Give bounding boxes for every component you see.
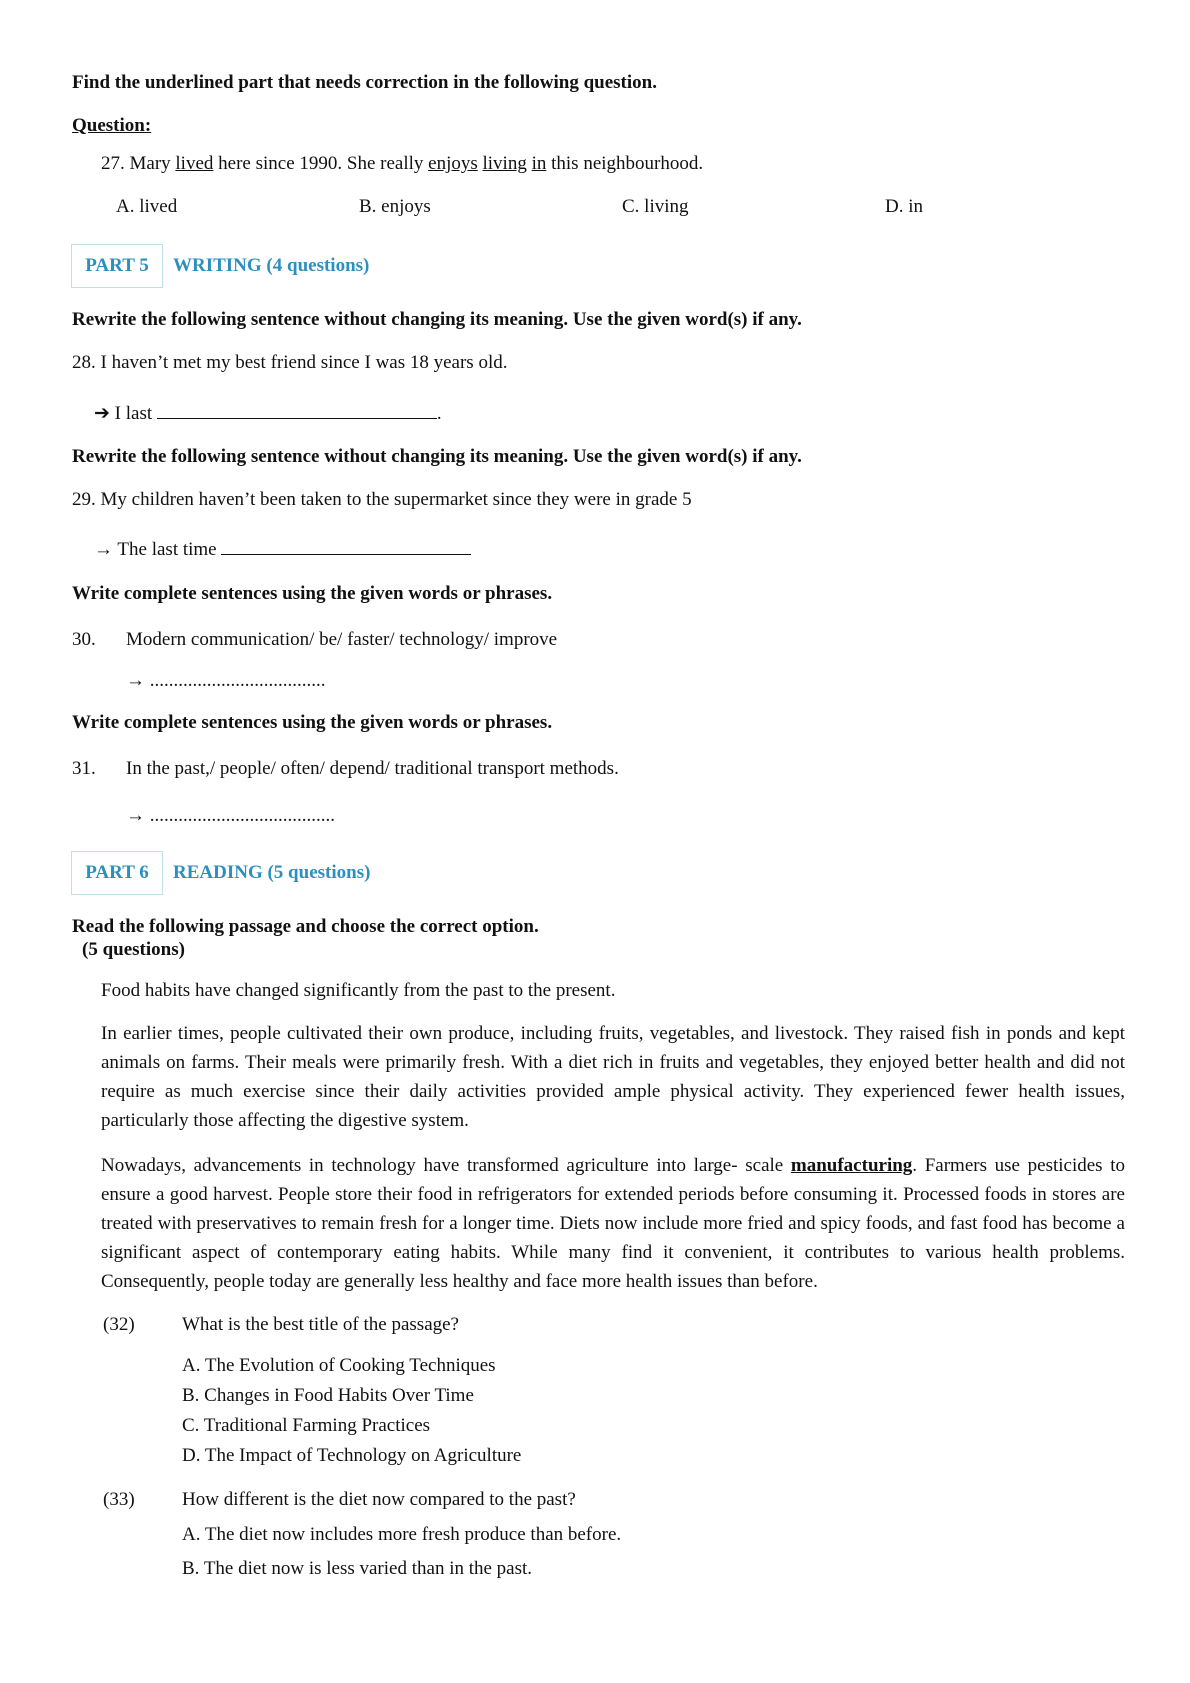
q27-sentence bbox=[101, 153, 703, 175]
q33-option-b[interactable]: B. The diet now is less varied than in the past. bbox=[182, 1558, 533, 1579]
q28-period: . bbox=[436, 403, 442, 424]
q28-prompt: I last bbox=[114, 403, 157, 424]
q32-option-d[interactable]: D. The Impact of Technology on Agriculture bbox=[182, 1445, 522, 1466]
q32-option-c[interactable]: C. Traditional Farming Practices bbox=[182, 1415, 431, 1436]
q30-words: Modern communication/ be/ faster/ technology/ improve bbox=[126, 629, 558, 650]
q27-option-a[interactable]: A. lived bbox=[116, 196, 178, 217]
q30-answer-dots[interactable]: → ..................................... bbox=[126, 670, 326, 691]
q30-number: 30. bbox=[72, 629, 96, 650]
q27-underlined-b: enjoys bbox=[428, 153, 478, 174]
passage-paragraph-1: Food habits have changed significantly from the past to the present. bbox=[101, 980, 616, 1001]
q33-question: How different is the diet now compared to the past? bbox=[182, 1489, 576, 1510]
q32-question: What is the best title of the passage? bbox=[182, 1314, 459, 1335]
part5-title: WRITING (4 questions) bbox=[173, 255, 370, 276]
q33-option-a[interactable]: A. The diet now includes more fresh produce than before. bbox=[182, 1524, 622, 1545]
q27-text-1: here since 1990. She really bbox=[213, 153, 429, 174]
reading-question-count: (5 questions) bbox=[82, 939, 185, 960]
q29-answer-line bbox=[94, 539, 471, 561]
right-arrow-icon: ➔ bbox=[94, 403, 110, 424]
q32-number: (32) bbox=[103, 1314, 135, 1335]
reading-instruction: Read the following passage and choose the correct option. bbox=[72, 916, 539, 937]
passage-p3-start: Nowadays, advancements in technology have transformed agriculture into large- scale bbox=[101, 1155, 791, 1176]
q27-option-d[interactable]: D. in bbox=[885, 196, 923, 217]
q27-underlined-c: living bbox=[482, 153, 527, 174]
part5-label: PART 5 bbox=[71, 244, 163, 288]
q27-option-c[interactable]: C. living bbox=[622, 196, 689, 217]
part6-label: PART 6 bbox=[71, 851, 163, 895]
passage-keyword: manufacturing bbox=[790, 1155, 913, 1176]
q28-sentence: 28. I haven’t met my best friend since I was 18 years old. bbox=[72, 352, 508, 373]
q28-answer-line bbox=[94, 402, 442, 425]
arrow-icon: → bbox=[94, 539, 113, 560]
q27-text-4: this neighbourhood. bbox=[546, 153, 704, 174]
q27-underlined-d: in bbox=[531, 153, 547, 174]
passage-paragraph-2: In earlier times, people cultivated their own produce, including fruits, vegetables, and livestock. They raised fish in ponds and kept animals on farms. Their meals were primarily fresh. With a diet rich in fruits and vegetables, they enjoyed better health and did not require as much exercise since their daily activities provided ample physical activity. They experienced fewer health issues, particularly those affecting the digestive system. bbox=[101, 1023, 1125, 1131]
q31-words: In the past,/ people/ often/ depend/ traditional transport methods. bbox=[126, 758, 619, 779]
q27-option-b[interactable]: B. enjoys bbox=[359, 196, 431, 217]
q33-number: (33) bbox=[103, 1489, 135, 1510]
q32-option-b[interactable]: B. Changes in Food Habits Over Time bbox=[182, 1385, 474, 1406]
q28-instruction: Rewrite the following sentence without changing its meaning. Use the given word(s) if any. bbox=[72, 309, 802, 330]
q28-answer-blank[interactable] bbox=[157, 418, 437, 419]
q27-instruction: Find the underlined part that needs correction in the following question. bbox=[72, 72, 657, 93]
q31-number: 31. bbox=[72, 758, 96, 779]
q29-instruction: Rewrite the following sentence without changing its meaning. Use the given word(s) if any. bbox=[72, 446, 802, 467]
question-label: Question: bbox=[72, 115, 152, 136]
q30-instruction: Write complete sentences using the given words or phrases. bbox=[72, 583, 553, 604]
q32-option-a[interactable]: A. The Evolution of Cooking Techniques bbox=[182, 1355, 496, 1376]
q27-number: 27. Mary bbox=[101, 153, 176, 174]
passage-p3-rest: . Farmers use pesticides to ensure a good harvest. People store their food in refrigerators for extended periods before consuming it. Processed foods in stores are treated with preservatives to remain fresh for a longer time. Diets now include more fried and spicy foods, and fast food has become a significant aspect of contemporary eating habits. While many find it convenient, it contributes to various health problems. Consequently, people today are generally less healthy and face more health issues than before. bbox=[101, 1155, 1126, 1292]
q27-underlined-a: lived bbox=[175, 153, 214, 174]
passage-paragraph-3 bbox=[101, 1151, 1125, 1296]
q29-sentence: 29. My children haven’t been taken to the supermarket since they were in grade 5 bbox=[72, 489, 692, 510]
q31-instruction: Write complete sentences using the given words or phrases. bbox=[72, 712, 553, 733]
q29-prompt: The last time bbox=[117, 539, 222, 560]
part6-title: READING (5 questions) bbox=[173, 862, 371, 883]
q29-answer-blank[interactable] bbox=[221, 554, 471, 555]
q31-answer-dots[interactable]: → ....................................... bbox=[126, 805, 335, 826]
